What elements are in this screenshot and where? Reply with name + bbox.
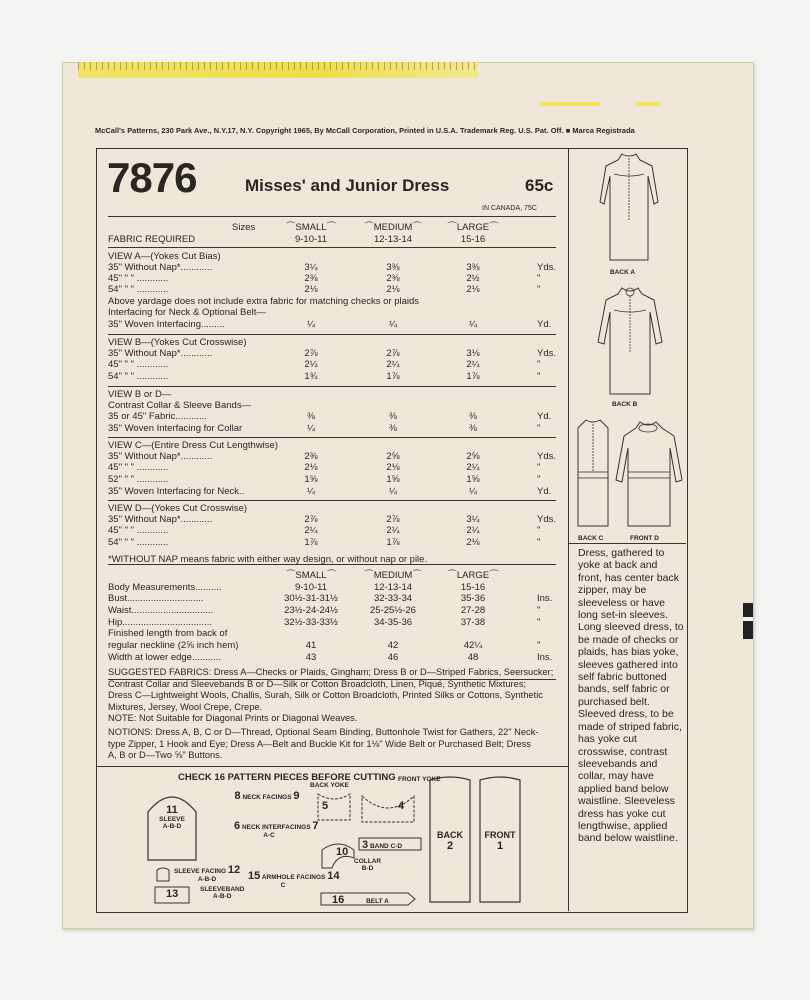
rule [108, 247, 556, 248]
yardage-unit: " [537, 474, 541, 485]
sleeve-facing-label: SLEEVE FACING 12 A-B-D [174, 864, 241, 883]
yardage-value-large: ⅜ [469, 423, 477, 434]
yardage-value-medium: 2¼ [386, 525, 400, 536]
tape-fragment [636, 102, 660, 106]
yardage-value-small: 2¼ [304, 359, 318, 370]
yardage-value-small: ¼ [307, 319, 315, 330]
yardage-value-large: 1⅝ [466, 474, 480, 485]
yardage-value-small: ¼ [307, 423, 315, 434]
yardage-value-large: 2⅝ [466, 451, 480, 462]
rule [108, 500, 556, 501]
yardage-row-label: 52" " " ............ [108, 474, 169, 485]
yardage-unit: " [537, 525, 541, 536]
notions-line: type Zipper, 1 Hook and Eye; Dress A—Belt and Buckle Kit for 1⅛" Wide Belt or Purchased Belt; Dress [108, 738, 531, 749]
notions-line: NOTIONS: Dress A, B, C or D—Thread, Optional Seam Binding, Buttonhole Twist for Gathers, 22" Neck- [108, 727, 539, 737]
yardage-value-large: 2⅛ [466, 284, 480, 295]
yardage-row-label: 45" " " ............ [108, 525, 169, 536]
body-medium-header: ⌒MEDIUM⌒ [364, 570, 422, 581]
yardage-row-label: 45" " " ............ [108, 462, 169, 473]
yardage-value-large: 2¼ [466, 525, 480, 536]
front-yoke-label: FRONT YOKE [398, 776, 441, 783]
yardage-row-label: 35" Without Nap*............ [108, 451, 213, 462]
fabrics-line: Contrast Collar and Sleevebands B or D—Silk or Cotton Broadcloth, Linen, Piqué, Synthetic Mixtures; [108, 678, 527, 689]
notions-line: A, B or D—Two ⅝" Buttons. [108, 750, 223, 761]
body-unit: " [537, 605, 541, 616]
body-value-small: 43 [305, 652, 317, 663]
edge-mark [743, 603, 753, 639]
body-row-label: Bust............................. [108, 593, 204, 604]
body-row-label: Body Measurements.......... [108, 582, 222, 593]
yardage-unit: Yds. [537, 514, 557, 525]
canada-price: IN CANADA, 75C [482, 205, 537, 212]
copyright-line: McCall's Patterns, 230 Park Ave., N.Y.17, N.Y. Copyright 1965, By McCall Corporation, Printed in U.S.A. Trademark Reg. U.S. Pat. Off. ■ Marca Registrada [95, 126, 635, 135]
rule [108, 386, 556, 387]
size-small-header: ⌒SMALL⌒ [285, 222, 337, 233]
yardage-value-medium: 2¼ [386, 359, 400, 370]
yardage-row-label: 35" Without Nap*............ [108, 262, 213, 273]
yardage-value-large: ⅜ [469, 411, 477, 422]
yardage-unit: Yds. [537, 451, 557, 462]
body-value-large: 42¼ [463, 640, 483, 651]
yardage-value-medium: 3⅜ [386, 262, 400, 273]
yardage-value-medium: 1⅞ [386, 371, 400, 382]
piece-front-yoke-num: 4 [398, 800, 405, 812]
rule [108, 437, 556, 438]
view-label-back-a: BACK A [610, 269, 636, 276]
pattern-title: Misses' and Junior Dress [245, 176, 450, 195]
body-row-label: regular neckline (2⅝ inch hem) [108, 640, 239, 651]
body-value-large: 15-16 [460, 582, 486, 593]
piece-back-yoke-num: 5 [322, 800, 329, 812]
body-value-medium: 25-25½-26 [370, 605, 416, 616]
yardage-value-medium: 1⅞ [386, 537, 400, 548]
yardage-value-large: 3⅜ [466, 262, 480, 273]
yardage-value-small: 2⅞ [304, 514, 318, 525]
view-label-back-b: BACK B [612, 401, 638, 408]
yardage-row-label: VIEW A—(Yokes Cut Bias) [108, 251, 221, 262]
yardage-value-small: 2⅜ [304, 451, 318, 462]
yardage-unit: " [537, 284, 541, 295]
armhole-facings-label: 15 ARMHOLE FACINGS 14 C [248, 870, 340, 889]
view-label-back-c: BACK C [578, 535, 604, 542]
yardage-unit: " [537, 371, 541, 382]
dress-description: Dress, gathered to yoke at back and front, has center back zipper, may be sleeveless or have long set-in sleeves. Long sleeved dress, to be made of checks or plaids, has bias yoke, sleeves gathered into self fabric buttoned bands, self fabric or purchased belt. Sleeved dress, to be made of striped fabric, has yoke cut crosswise, contrast sleevebands and collar, may have applied band below waistline. Sleeveless dress has yoke cut lengthwise, applied band below waistline. [578, 547, 684, 845]
yardage-value-medium: 2⅜ [386, 273, 400, 284]
yardage-row-label: 35" Woven Interfacing for Neck.. [108, 486, 245, 497]
body-value-small: 41 [305, 640, 317, 651]
piece-belt-label: 16 BELT A [332, 894, 389, 906]
size-medium-nums: 12-13-14 [373, 234, 413, 245]
yardage-value-large: 3⅛ [466, 348, 480, 359]
fabrics-line: NOTE: Not Suitable for Diagonal Prints or Diagonal Weaves. [108, 713, 358, 724]
body-unit: Ins. [537, 593, 553, 604]
yardage-row-label: VIEW B or D— [108, 389, 172, 400]
dress-illustration-back-b [594, 282, 666, 400]
yardage-row-label: 35" Without Nap*............ [108, 514, 213, 525]
yardage-value-large: 2½ [466, 273, 480, 284]
yardage-row-label: 35" Woven Interfacing for Collar [108, 423, 243, 434]
yardage-row-label: 54" " " ............ [108, 537, 169, 548]
yardage-value-small: 1⅞ [304, 537, 318, 548]
body-large-header: ⌒LARGE⌒ [447, 570, 499, 581]
rule [108, 334, 556, 335]
yardage-value-medium: 2⅛ [386, 462, 400, 473]
yardage-value-small: 1¾ [304, 371, 318, 382]
yardage-unit: " [537, 359, 541, 370]
yardage-value-small: 1⅝ [304, 474, 318, 485]
yardage-value-large: ¼ [469, 319, 477, 330]
body-value-small: 23½-24-24½ [284, 605, 338, 616]
dress-illustration-back-c [572, 414, 614, 534]
body-value-medium: 12-13-14 [373, 582, 413, 593]
price: 65c [525, 176, 554, 195]
yardage-value-medium: ⅜ [389, 411, 397, 422]
body-value-medium: 34-35-36 [373, 617, 413, 628]
yardage-value-large: 2¼ [466, 359, 480, 370]
piece-sleeveband-num: 13 [166, 888, 179, 900]
yardage-value-medium: 1⅝ [386, 474, 400, 485]
piece-band-label: 3 BAND C-D [362, 839, 403, 851]
yardage-row-label: 35" Woven Interfacing......... [108, 319, 225, 330]
yardage-row-label: 35" Without Nap*............ [108, 348, 213, 359]
body-value-medium: 46 [387, 652, 399, 663]
fabrics-line: Dress C—Lightweight Wools, Challis, Surah, Silk or Cotton Broadcloth, Printed Silks or Cottons, Synthetic [108, 690, 543, 701]
rule [108, 216, 556, 217]
column-divider [568, 148, 569, 911]
fabrics-line: SUGGESTED FABRICS: Dress A—Checks or Plaids, Gingham; Dress B or D—Striped Fabrics, Seersucker; [108, 667, 554, 677]
piece-collar-num: 10 [336, 846, 349, 858]
yardage-value-large: ¼ [469, 486, 477, 497]
piece-sleeve-facing [156, 866, 170, 882]
yardage-unit: Yd. [537, 486, 552, 497]
yardage-row-label: 35 or 45" Fabric............ [108, 411, 207, 422]
piece-sleeve-label: 11 SLEEVE A-B-D [159, 804, 185, 830]
size-large-nums: 15-16 [460, 234, 486, 245]
body-unit: " [537, 617, 541, 628]
yardage-unit: " [537, 462, 541, 473]
yardage-value-small: 2⅞ [304, 348, 318, 359]
body-value-small: 32½-33-33½ [284, 617, 338, 628]
body-row-label: Width at lower edge........... [108, 652, 221, 663]
yardage-value-small: 2¼ [304, 525, 318, 536]
body-value-large: 27-28 [460, 605, 486, 616]
body-row-label: Hip.................................. [108, 617, 212, 628]
body-unit: " [537, 640, 541, 651]
body-value-large: 35-36 [460, 593, 486, 604]
body-small-header: ⌒SMALL⌒ [285, 570, 337, 581]
yardage-value-small: 2⅛ [304, 462, 318, 473]
fabric-required-label: FABRIC REQUIRED [108, 234, 196, 245]
body-row-label: Finished length from back of [108, 628, 228, 639]
piece-front-label: FRONT 1 [484, 830, 516, 852]
yardage-value-medium: ⅜ [389, 423, 397, 434]
body-value-large: 48 [467, 652, 479, 663]
without-nap-note: *WITHOUT NAP means fabric with either way design, or without nap or pile. [108, 554, 428, 565]
piece-front-yoke [358, 790, 418, 826]
yardage-value-large: 1⅞ [466, 371, 480, 382]
yardage-unit: " [537, 423, 541, 434]
yardage-row-label: VIEW D—(Yokes Cut Crosswise) [108, 503, 248, 514]
size-medium-header: ⌒MEDIUM⌒ [364, 222, 422, 233]
back-yoke-label: BACK YOKE [310, 782, 349, 789]
tape-fragment [540, 102, 600, 106]
body-value-medium: 42 [387, 640, 399, 651]
body-value-large: 37-38 [460, 617, 486, 628]
yardage-unit: " [537, 273, 541, 284]
body-value-medium: 32-33-34 [373, 593, 413, 604]
yardage-value-medium: 2⅝ [386, 451, 400, 462]
fabrics-line: Mixtures, Jersey, Wool Crepe, Crepe. [108, 701, 263, 712]
yardage-value-medium: 2⅞ [386, 348, 400, 359]
yardage-value-large: 3¼ [466, 514, 480, 525]
measuring-tape [78, 62, 478, 78]
body-value-small: 9-10-11 [294, 582, 328, 593]
yardage-row-label: VIEW B—(Yokes Cut Crosswise) [108, 337, 247, 348]
body-row-label: Waist............................... [108, 605, 214, 616]
size-large-header: ⌒LARGE⌒ [447, 222, 499, 233]
yardage-row-label: 45" " " ............ [108, 273, 169, 284]
yardage-row-label: Contrast Collar & Sleeve Bands— [108, 400, 252, 411]
yardage-unit: " [537, 537, 541, 548]
yardage-row-label: VIEW C—(Entire Dress Cut Lengthwise) [108, 440, 278, 451]
yardage-value-medium: 2⅛ [386, 284, 400, 295]
yardage-value-large: 2¼ [466, 462, 480, 473]
yardage-value-medium: ¼ [389, 486, 397, 497]
yardage-row-label: 54" " " ............ [108, 371, 169, 382]
size-small-nums: 9-10-11 [294, 234, 328, 245]
piece-back-label: BACK 2 [437, 830, 463, 852]
neck-facings-label: 8 NECK FACINGS 9 [234, 790, 300, 802]
body-value-small: 30½-31-31½ [284, 593, 338, 604]
yardage-value-small: ¼ [307, 486, 315, 497]
sizes-label: Sizes [232, 222, 256, 233]
yardage-row-label: 45" " " ............ [108, 359, 169, 370]
yardage-value-large: 2⅛ [466, 537, 480, 548]
yardage-unit: Yds. [537, 262, 557, 273]
neck-interfacings-label: 6 NECK INTERFACINGS 7 A-C [234, 820, 319, 839]
piece-back-yoke [314, 790, 354, 824]
yardage-row-label: 54" " " ............ [108, 284, 169, 295]
yardage-row-label: Above yardage does not include extra fabric for matching checks or plaids [108, 296, 420, 307]
yardage-value-small: 2⅛ [304, 284, 318, 295]
yardage-value-medium: ¼ [389, 319, 397, 330]
yardage-value-small: 2⅜ [304, 273, 318, 284]
yardage-row-label: Interfacing for Neck & Optional Belt— [108, 307, 266, 318]
view-label-front-d: FRONT D [630, 535, 659, 542]
rule [97, 766, 569, 767]
yardage-unit: Yds. [537, 348, 557, 359]
dress-illustration-back-a [594, 150, 664, 268]
sleeveband-label: SLEEVEBAND A-B-D [200, 886, 245, 900]
yardage-value-small: 3¼ [304, 262, 318, 273]
yardage-unit: Yd. [537, 411, 552, 422]
pieces-title: CHECK 16 PATTERN PIECES BEFORE CUTTING [178, 772, 396, 783]
rule [569, 543, 686, 544]
yardage-value-small: ⅜ [307, 411, 315, 422]
piece-collar-label: COLLAR B-D [354, 858, 382, 872]
pattern-number: 7876 [107, 154, 197, 201]
dress-illustration-front-d [612, 414, 684, 534]
yardage-unit: Yd. [537, 319, 552, 330]
body-unit: Ins. [537, 652, 553, 663]
yardage-value-medium: 2⅞ [386, 514, 400, 525]
